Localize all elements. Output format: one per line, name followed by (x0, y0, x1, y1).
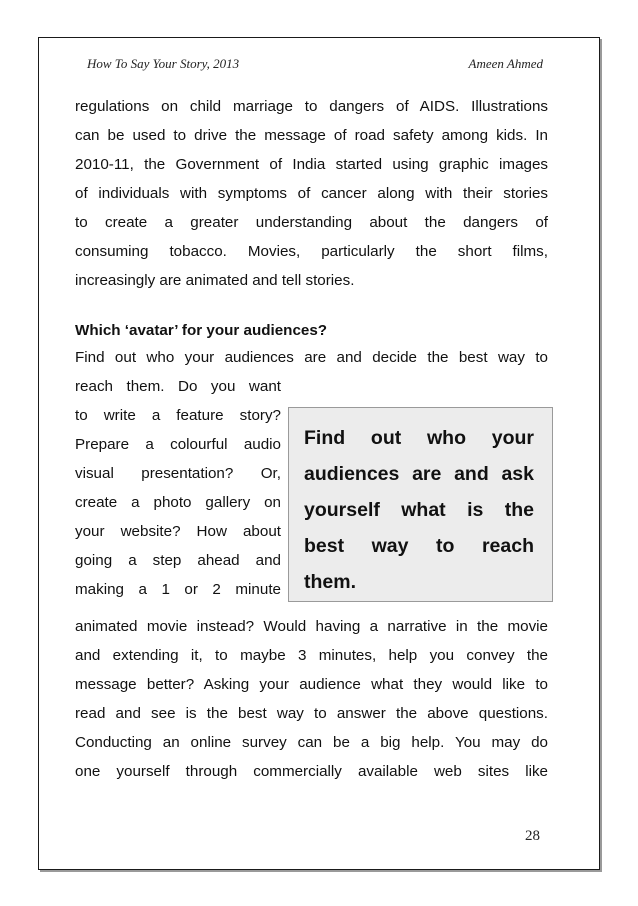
paragraph-line: of individuals with symptoms of cancer along with their stories (75, 185, 548, 202)
pull-quote-box (288, 407, 553, 602)
paragraph-line: making a 1 or 2 minute (75, 581, 281, 598)
paragraph-line: Prepare a colourful audio (75, 436, 281, 453)
page-number: 28 (525, 828, 540, 844)
paragraph-line: Find out who your audiences are and decide the best way to (75, 349, 548, 366)
paragraph-2-column (75, 372, 281, 604)
paragraph-3 (75, 612, 548, 786)
paragraph-line: animated movie instead? Would having a narrative in the movie (75, 618, 548, 635)
pull-quote-line: best way to reach (304, 535, 534, 557)
paragraph-line: going a step ahead and (75, 552, 281, 569)
paragraph-line: increasingly are animated and tell stories. (75, 272, 355, 289)
paragraph-line: reach them. Do you want (75, 378, 281, 395)
paragraph-1 (75, 92, 548, 295)
paragraph-line: one yourself through commercially available web sites like (75, 763, 548, 780)
pull-quote-line: them. (304, 571, 357, 593)
section-heading: Which ‘avatar’ for your audiences? (75, 322, 328, 339)
pull-quote-line: audiences are and ask (304, 463, 534, 485)
paragraph-line: visual presentation? Or, (75, 465, 281, 482)
paragraph-line: read and see is the best way to answer the above questions. (75, 705, 548, 722)
pull-quote-line: yourself what is the (304, 499, 534, 521)
header-book-title: How To Say Your Story, 2013 (87, 56, 240, 71)
paragraph-line: your website? How about (75, 523, 281, 540)
pull-quote-line: Find out who your (304, 427, 534, 449)
paragraph-line: Conducting an online survey can be a big help. You may do (75, 734, 548, 751)
paragraph-line: and extending it, to maybe 3 minutes, help you convey the (75, 647, 548, 664)
paragraph-2-intro (75, 343, 548, 372)
paragraph-line: 2010-11, the Government of India started using graphic images (75, 156, 548, 173)
running-header (87, 56, 543, 72)
paragraph-line: consuming tobacco. Movies, particularly the short films, (75, 243, 548, 260)
paragraph-line: create a photo gallery on (75, 494, 281, 511)
paragraph-line: to write a feature story? (75, 407, 281, 424)
paragraph-line: regulations on child marriage to dangers of AIDS. Illustrations (75, 98, 548, 115)
paragraph-line: can be used to drive the message of road safety among kids. In (75, 127, 548, 144)
paragraph-line: to create a greater understanding about the dangers of (75, 214, 548, 231)
header-author: Ameen Ahmed (468, 56, 543, 71)
paragraph-line: message better? Asking your audience what they would like to (75, 676, 548, 693)
